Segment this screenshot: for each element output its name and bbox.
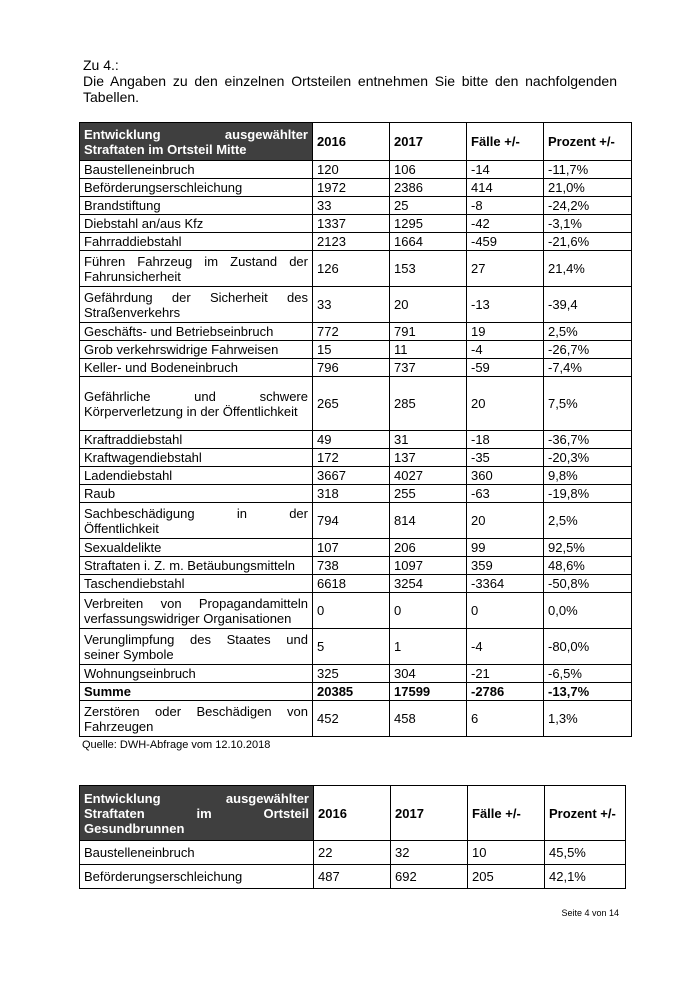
intro-heading: Zu 4.: [83, 57, 119, 73]
source-note: Quelle: DWH-Abfrage vom 12.10.2018 [82, 739, 271, 751]
percent-cell: -3,1% [544, 215, 632, 233]
diff-cell: -4 [467, 341, 544, 359]
table-row [80, 359, 632, 377]
value-2016-cell: 49 [313, 431, 390, 449]
table-row [80, 431, 632, 449]
diff-cell: 360 [467, 467, 544, 485]
table-title: Entwicklung ausgewählter Straftaten im Ortsteil Gesundbrunnen [80, 786, 314, 841]
column-header-diff: Fälle +/- [468, 786, 545, 841]
percent-cell: -20,3% [544, 449, 632, 467]
percent-cell: 48,6% [544, 557, 632, 575]
value-2017-cell: 206 [390, 539, 467, 557]
diff-cell: 414 [467, 179, 544, 197]
category-cell: Fahrraddiebstahl [80, 233, 313, 251]
percent-cell: -19,8% [544, 485, 632, 503]
column-header-2017: 2017 [390, 123, 467, 161]
category-cell: Ladendiebstahl [80, 467, 313, 485]
value-2017-cell: 458 [390, 701, 467, 737]
crime-table-gesundbrunnen [79, 785, 626, 889]
value-2017-cell: 737 [390, 359, 467, 377]
diff-cell: -8 [467, 197, 544, 215]
column-header-2016: 2016 [314, 786, 391, 841]
value-2017-cell: 1 [390, 629, 467, 665]
table-row [80, 161, 632, 179]
value-2016-cell: 794 [313, 503, 390, 539]
table-row [80, 557, 632, 575]
percent-cell: 42,1% [545, 865, 626, 889]
diff-cell: 359 [467, 557, 544, 575]
value-2017-cell: 17599 [390, 683, 467, 701]
diff-cell: 10 [468, 841, 545, 865]
crime-table-mitte [79, 122, 632, 737]
percent-cell: 1,3% [544, 701, 632, 737]
table-row [80, 341, 632, 359]
value-2016-cell: 120 [313, 161, 390, 179]
diff-cell: -14 [467, 161, 544, 179]
value-2017-cell: 692 [391, 865, 468, 889]
table-title: Entwicklung ausgewählter Straftaten im Ortsteil Mitte [80, 123, 313, 161]
category-cell: Keller- und Bodeneinbruch [80, 359, 313, 377]
category-cell: Zerstören oder Beschädigen von Fahrzeugen [80, 701, 313, 737]
value-2016-cell: 3667 [313, 467, 390, 485]
column-header-2017: 2017 [391, 786, 468, 841]
category-cell: Taschendiebstahl [80, 575, 313, 593]
percent-cell: -6,5% [544, 665, 632, 683]
value-2017-cell: 11 [390, 341, 467, 359]
value-2017-cell: 137 [390, 449, 467, 467]
diff-cell: -63 [467, 485, 544, 503]
value-2017-cell: 106 [390, 161, 467, 179]
category-cell: Geschäfts- und Betriebseinbruch [80, 323, 313, 341]
column-header-2016: 2016 [313, 123, 390, 161]
table-row [80, 701, 632, 737]
value-2017-cell: 1295 [390, 215, 467, 233]
table-row [80, 485, 632, 503]
table-row [80, 593, 632, 629]
table-row [80, 323, 632, 341]
value-2017-cell: 791 [390, 323, 467, 341]
table-row [80, 503, 632, 539]
percent-cell: 9,8% [544, 467, 632, 485]
value-2017-cell: 1664 [390, 233, 467, 251]
diff-cell: -35 [467, 449, 544, 467]
value-2017-cell: 0 [390, 593, 467, 629]
value-2016-cell: 452 [313, 701, 390, 737]
category-cell: Grob verkehrswidrige Fahrweisen [80, 341, 313, 359]
category-cell: Beförderungserschleichung [80, 179, 313, 197]
category-cell: Gefährdung der Sicherheit des Straßenverkehrs [80, 287, 313, 323]
table-header-row [80, 123, 632, 161]
value-2017-cell: 304 [390, 665, 467, 683]
value-2017-cell: 20 [390, 287, 467, 323]
column-header-percent: Prozent +/- [544, 123, 632, 161]
table-row [80, 467, 632, 485]
table-row [80, 683, 632, 701]
value-2016-cell: 33 [313, 197, 390, 215]
value-2017-cell: 4027 [390, 467, 467, 485]
value-2017-cell: 25 [390, 197, 467, 215]
table-row [80, 575, 632, 593]
diff-cell: -459 [467, 233, 544, 251]
percent-cell: -21,6% [544, 233, 632, 251]
column-header-percent: Prozent +/- [545, 786, 626, 841]
value-2016-cell: 265 [313, 377, 390, 431]
diff-cell: 19 [467, 323, 544, 341]
value-2016-cell: 772 [313, 323, 390, 341]
category-cell: Baustelleneinbruch [80, 161, 313, 179]
diff-cell: -18 [467, 431, 544, 449]
category-cell: Raub [80, 485, 313, 503]
diff-cell: -42 [467, 215, 544, 233]
diff-cell: 205 [468, 865, 545, 889]
diff-cell: 6 [467, 701, 544, 737]
page-number: Seite 4 von 14 [561, 908, 619, 918]
table-header-row [80, 786, 626, 841]
table-row [80, 449, 632, 467]
table-row [80, 377, 632, 431]
diff-cell: 20 [467, 503, 544, 539]
value-2016-cell: 172 [313, 449, 390, 467]
percent-cell: -80,0% [544, 629, 632, 665]
diff-cell: -4 [467, 629, 544, 665]
percent-cell: -11,7% [544, 161, 632, 179]
percent-cell: -24,2% [544, 197, 632, 215]
value-2016-cell: 33 [313, 287, 390, 323]
diff-cell: 99 [467, 539, 544, 557]
percent-cell: -13,7% [544, 683, 632, 701]
value-2017-cell: 814 [390, 503, 467, 539]
table-row [80, 539, 632, 557]
category-cell: Kraftraddiebstahl [80, 431, 313, 449]
intro-body: Die Angaben zu den einzelnen Ortsteilen entnehmen Sie bitte den nachfolgenden Tabellen. [83, 73, 617, 105]
value-2016-cell: 796 [313, 359, 390, 377]
table-row [80, 629, 632, 665]
table-row [80, 841, 626, 865]
percent-cell: -26,7% [544, 341, 632, 359]
percent-cell: 21,0% [544, 179, 632, 197]
diff-cell: -59 [467, 359, 544, 377]
category-cell: Diebstahl an/aus Kfz [80, 215, 313, 233]
value-2017-cell: 32 [391, 841, 468, 865]
diff-cell: -13 [467, 287, 544, 323]
percent-cell: -36,7% [544, 431, 632, 449]
table-row [80, 233, 632, 251]
category-cell: Kraftwagendiebstahl [80, 449, 313, 467]
value-2016-cell: 5 [313, 629, 390, 665]
table-row [80, 287, 632, 323]
percent-cell: -7,4% [544, 359, 632, 377]
value-2017-cell: 31 [390, 431, 467, 449]
column-header-diff: Fälle +/- [467, 123, 544, 161]
category-cell: Verunglimpfung des Staates und seiner Symbole [80, 629, 313, 665]
table-row [80, 665, 632, 683]
category-cell: Brandstiftung [80, 197, 313, 215]
category-cell: Sachbeschädigung in der Öffentlichkeit [80, 503, 313, 539]
value-2016-cell: 1972 [313, 179, 390, 197]
diff-cell: -21 [467, 665, 544, 683]
value-2017-cell: 255 [390, 485, 467, 503]
value-2017-cell: 1097 [390, 557, 467, 575]
category-cell: Straftaten i. Z. m. Betäubungsmitteln [80, 557, 313, 575]
value-2016-cell: 0 [313, 593, 390, 629]
category-cell: Sexualdelikte [80, 539, 313, 557]
value-2016-cell: 22 [314, 841, 391, 865]
category-cell: Wohnungseinbruch [80, 665, 313, 683]
value-2016-cell: 107 [313, 539, 390, 557]
value-2017-cell: 3254 [390, 575, 467, 593]
diff-cell: -3364 [467, 575, 544, 593]
value-2017-cell: 153 [390, 251, 467, 287]
percent-cell: -50,8% [544, 575, 632, 593]
category-cell: Summe [80, 683, 313, 701]
category-cell: Beförderungserschleichung [80, 865, 314, 889]
table-row [80, 251, 632, 287]
percent-cell: 0,0% [544, 593, 632, 629]
percent-cell: 7,5% [544, 377, 632, 431]
value-2016-cell: 1337 [313, 215, 390, 233]
diff-cell: 27 [467, 251, 544, 287]
percent-cell: 21,4% [544, 251, 632, 287]
percent-cell: 2,5% [544, 503, 632, 539]
percent-cell: 45,5% [545, 841, 626, 865]
value-2016-cell: 487 [314, 865, 391, 889]
value-2016-cell: 6618 [313, 575, 390, 593]
percent-cell: 92,5% [544, 539, 632, 557]
percent-cell: -39,4 [544, 287, 632, 323]
table-row [80, 215, 632, 233]
value-2017-cell: 285 [390, 377, 467, 431]
diff-cell: -2786 [467, 683, 544, 701]
diff-cell: 20 [467, 377, 544, 431]
value-2017-cell: 2386 [390, 179, 467, 197]
percent-cell: 2,5% [544, 323, 632, 341]
diff-cell: 0 [467, 593, 544, 629]
table-row [80, 197, 632, 215]
value-2016-cell: 126 [313, 251, 390, 287]
value-2016-cell: 738 [313, 557, 390, 575]
value-2016-cell: 2123 [313, 233, 390, 251]
value-2016-cell: 15 [313, 341, 390, 359]
value-2016-cell: 20385 [313, 683, 390, 701]
value-2016-cell: 325 [313, 665, 390, 683]
table-row [80, 865, 626, 889]
category-cell: Baustelleneinbruch [80, 841, 314, 865]
category-cell: Gefährliche und schwere Körperverletzung in der Öffentlichkeit [80, 377, 313, 431]
intro-text [83, 57, 617, 105]
category-cell: Verbreiten von Propagandamitteln verfassungswidriger Organisationen [80, 593, 313, 629]
category-cell: Führen Fahrzeug im Zustand der Fahrunsicherheit [80, 251, 313, 287]
table-row [80, 179, 632, 197]
value-2016-cell: 318 [313, 485, 390, 503]
